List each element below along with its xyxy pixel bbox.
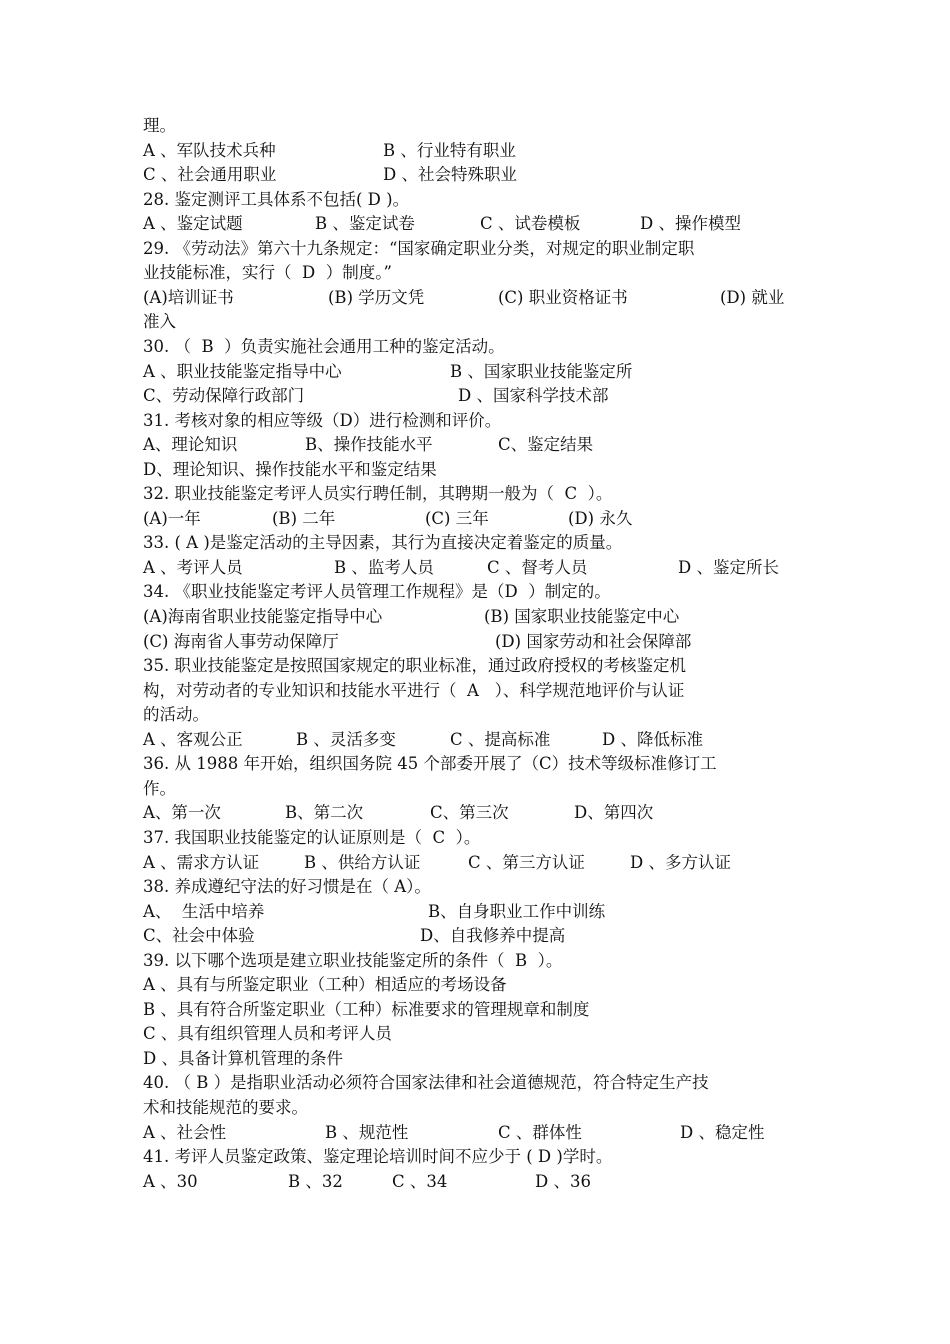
- text-segment: C 、具有组织管理人员和考评人员: [143, 1024, 392, 1044]
- text-line: [0, 409, 950, 434]
- text-line: [0, 310, 950, 335]
- text-segment: C、劳动保障行政部门: [143, 386, 305, 406]
- text-line: [0, 335, 950, 360]
- text-line: [0, 286, 950, 311]
- text-line: [0, 900, 950, 925]
- text-segment: C 、督考人员: [487, 557, 588, 577]
- text-segment: 的活动。: [143, 705, 209, 725]
- text-segment: 准入: [143, 312, 176, 332]
- text-line: [0, 188, 950, 213]
- text-segment: B 、国家职业技能鉴定所: [450, 361, 633, 381]
- text-segment: D、自我修养中提高: [420, 926, 566, 946]
- text-line: [0, 1071, 950, 1096]
- text-segment: A 、军队技术兵种: [143, 140, 276, 160]
- text-segment: A 、需求方认证: [143, 852, 260, 872]
- text-segment: D 、操作模型: [640, 214, 741, 234]
- text-line: [0, 482, 950, 507]
- text-segment: 41. 考评人员鉴定政策、鉴定理论培训时间不应少于 ( D )学时。: [143, 1147, 613, 1167]
- text-line: [0, 998, 950, 1023]
- text-line: [0, 826, 950, 851]
- text-segment: 构，对劳动者的专业知识和技能水平进行（ A ）、科学规范地评价与认证: [143, 680, 685, 700]
- text-line: [0, 924, 950, 949]
- text-segment: D 、具备计算机管理的条件: [143, 1048, 343, 1068]
- text-line: [0, 384, 950, 409]
- text-segment: B、第二次: [285, 803, 364, 823]
- text-line: [0, 1145, 950, 1170]
- text-segment: C、社会中体验: [143, 926, 255, 946]
- text-line: [0, 580, 950, 605]
- text-segment: A 、职业技能鉴定指导中心: [143, 361, 342, 381]
- text-segment: 34. 《职业技能鉴定考评人员管理工作规程》是（D ）制定的。: [143, 582, 611, 602]
- text-line: [0, 507, 950, 532]
- text-segment: A 、具有与所鉴定职业（工种）相适应的考场设备: [143, 975, 507, 995]
- text-line: [0, 114, 950, 139]
- text-segment: (D) 就业: [720, 287, 785, 307]
- text-segment: A、 生活中培养: [143, 901, 265, 921]
- text-segment: (B) 国家职业技能鉴定中心: [484, 607, 680, 626]
- text-line: [0, 212, 950, 237]
- text-line: [0, 1121, 950, 1146]
- text-segment: C 、社会通用职业: [143, 165, 277, 185]
- text-segment: A 、30: [143, 1171, 198, 1191]
- text-segment: D 、多方认证: [630, 852, 731, 872]
- text-segment: B 、具有符合所鉴定职业（工种）标准要求的管理规章和制度: [143, 999, 590, 1019]
- text-segment: 30. （ B ）负责实施社会通用工种的鉴定活动。: [143, 336, 505, 356]
- text-segment: B 、行业特有职业: [383, 140, 516, 160]
- text-segment: D 、稳定性: [680, 1122, 765, 1142]
- text-line: [0, 163, 950, 188]
- text-line: [0, 556, 950, 581]
- text-segment: 40. （ B ）是指职业活动必须符合国家法律和社会道德规范，符合特定生产技: [143, 1073, 709, 1093]
- text-segment: D 、社会特殊职业: [383, 165, 517, 185]
- text-segment: D、理论知识、操作技能水平和鉴定结果: [143, 459, 437, 479]
- text-segment: 理。: [143, 116, 176, 135]
- text-segment: B、自身职业工作中训练: [428, 901, 606, 921]
- text-segment: 32. 职业技能鉴定考评人员实行聘任制，其聘期一般为（ C ）。: [143, 484, 613, 504]
- text-segment: (A)一年: [143, 508, 201, 528]
- text-segment: (D) 永久: [568, 508, 633, 528]
- text-segment: 业技能标准，实行（ D ）制度。”: [143, 263, 392, 283]
- text-segment: D 、降低标准: [602, 729, 703, 749]
- text-segment: B 、监考人员: [334, 557, 434, 577]
- text-segment: A 、社会性: [143, 1122, 227, 1142]
- text-line: [0, 752, 950, 777]
- text-segment: A、第一次: [143, 803, 221, 823]
- text-line: [0, 973, 950, 998]
- text-segment: (C) 海南省人事劳动保障厅: [143, 631, 339, 651]
- text-segment: D 、鉴定所长: [678, 557, 779, 577]
- text-segment: 术和技能规范的要求。: [143, 1098, 308, 1117]
- text-segment: D 、国家科学技术部: [458, 386, 609, 406]
- text-segment: C、鉴定结果: [498, 435, 594, 455]
- text-segment: 38. 养成遵纪守法的好习惯是在（ A）。: [143, 877, 431, 897]
- text-segment: C 、群体性: [498, 1122, 582, 1142]
- text-segment: A 、客观公正: [143, 729, 243, 749]
- text-segment: 作。: [143, 778, 176, 798]
- text-line: [0, 261, 950, 286]
- text-segment: C 、34: [392, 1171, 448, 1191]
- text-line: [0, 679, 950, 704]
- text-line: [0, 777, 950, 802]
- text-segment: (A)海南省职业技能鉴定指导中心: [143, 607, 383, 626]
- text-line: [0, 458, 950, 483]
- text-line: [0, 630, 950, 655]
- text-segment: 36. 从 1988 年开始，组织国务院 45 个部委开展了（C）技术等级标准修订工: [143, 754, 717, 774]
- text-line: [0, 703, 950, 728]
- text-line: [0, 851, 950, 876]
- text-segment: 35. 职业技能鉴定是按照国家规定的职业标准，通过政府授权的考核鉴定机: [143, 656, 686, 676]
- text-segment: C 、试卷模板: [480, 214, 581, 234]
- text-segment: A 、鉴定试题: [143, 214, 243, 234]
- text-segment: B 、灵活多变: [296, 729, 396, 749]
- text-segment: B 、鉴定试卷: [315, 214, 415, 234]
- text-segment: 33. ( A )是鉴定活动的主导因素，其行为直接决定着鉴定的质量。: [143, 533, 623, 553]
- text-line: [0, 801, 950, 826]
- text-line: [0, 875, 950, 900]
- text-segment: C、第三次: [430, 803, 509, 823]
- text-line: [0, 949, 950, 974]
- text-segment: C 、第三方认证: [468, 852, 585, 872]
- text-segment: D 、36: [535, 1171, 591, 1191]
- text-segment: D、第四次: [574, 803, 654, 823]
- text-line: [0, 605, 950, 630]
- text-line: [0, 1096, 950, 1121]
- text-segment: B 、规范性: [325, 1122, 409, 1142]
- text-line: [0, 139, 950, 164]
- text-line: [0, 1047, 950, 1072]
- text-segment: B、操作技能水平: [305, 435, 433, 455]
- text-line: [0, 728, 950, 753]
- text-segment: 37. 我国职业技能鉴定的认证原则是（ C ）。: [143, 827, 481, 847]
- text-segment: C 、提高标准: [450, 729, 551, 749]
- text-segment: (B) 二年: [272, 508, 336, 528]
- text-segment: 31. 考核对象的相应等级（D）进行检测和评价。: [143, 410, 502, 430]
- text-segment: (C) 职业资格证书: [498, 287, 628, 307]
- text-line: [0, 360, 950, 385]
- text-line: [0, 433, 950, 458]
- text-segment: A 、考评人员: [143, 557, 243, 577]
- text-segment: (B) 学历文凭: [328, 287, 425, 307]
- text-segment: (C) 三年: [425, 508, 489, 528]
- text-segment: 39. 以下哪个选项是建立职业技能鉴定所的条件（ B ）。: [143, 950, 563, 970]
- text-segment: (A)培训证书: [143, 287, 234, 307]
- text-line: [0, 237, 950, 262]
- text-line: [0, 654, 950, 679]
- text-segment: (D) 国家劳动和社会保障部: [495, 631, 692, 651]
- text-line: [0, 1170, 950, 1195]
- text-segment: A、理论知识: [143, 435, 238, 455]
- text-segment: B 、供给方认证: [304, 852, 421, 872]
- text-line: [0, 1022, 950, 1047]
- text-line: [0, 531, 950, 556]
- text-segment: B 、32: [288, 1171, 343, 1191]
- text-segment: 28. 鉴定测评工具体系不包括( D )。: [143, 189, 410, 209]
- text-segment: 29. 《劳动法》第六十九条规定：“国家确定职业分类，对规定的职业制定职: [143, 238, 695, 258]
